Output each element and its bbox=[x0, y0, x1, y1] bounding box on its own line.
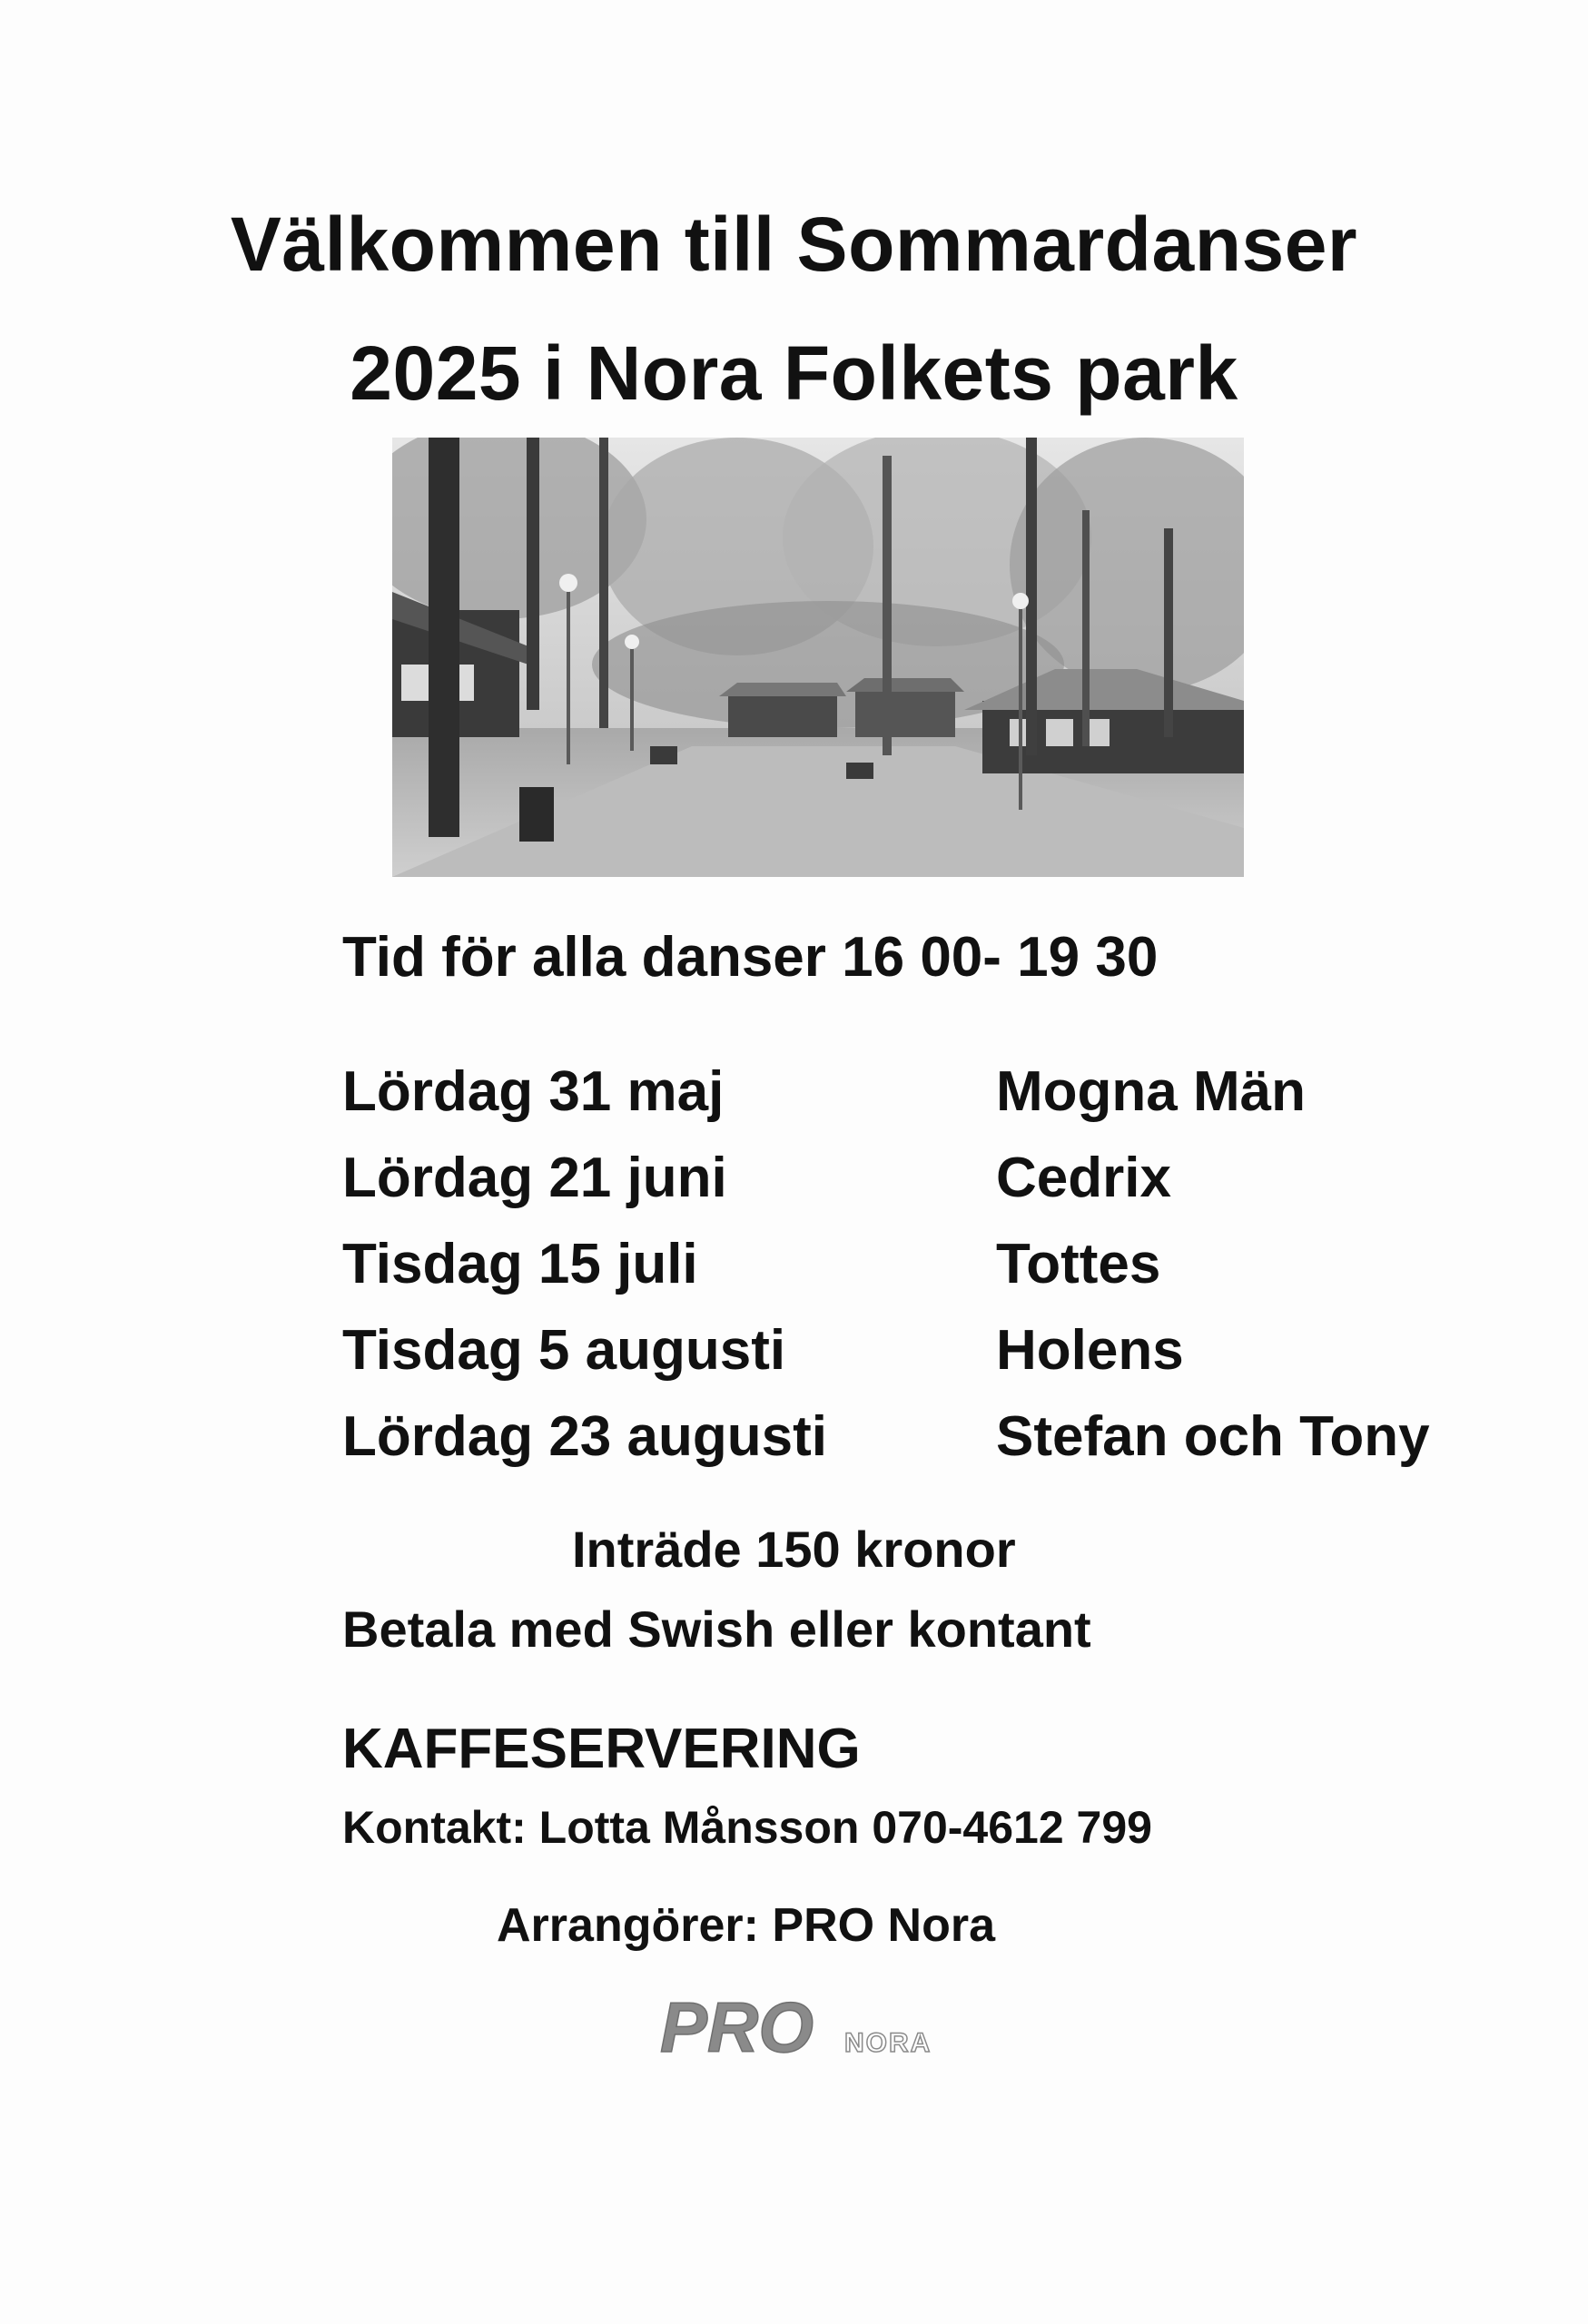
schedule-band: Tottes bbox=[996, 1233, 1161, 1295]
schedule-row bbox=[342, 1221, 1523, 1307]
organizers-text: Arrangörer: PRO Nora bbox=[497, 1899, 995, 1952]
schedule-row bbox=[342, 1049, 1523, 1135]
park-photo bbox=[392, 438, 1244, 877]
schedule-date: Lördag 21 juni bbox=[342, 1147, 727, 1209]
pro-nora-logo-mark bbox=[658, 1990, 985, 2063]
schedule-band: Holens bbox=[996, 1319, 1184, 1382]
payment-info: Betala med Swish eller kontant bbox=[342, 1600, 1091, 1658]
poster-title bbox=[0, 180, 1588, 438]
schedule-row bbox=[342, 1393, 1523, 1480]
schedule-date: Lördag 23 augusti bbox=[342, 1405, 827, 1468]
pro-nora-logo bbox=[658, 1990, 985, 2063]
dance-times: Tid för alla danser 16 00- 19 30 bbox=[342, 926, 1159, 989]
park-photo-illustration bbox=[392, 438, 1244, 877]
entry-price: Inträde 150 kronor bbox=[572, 1521, 1016, 1578]
schedule-band: Mogna Män bbox=[996, 1060, 1306, 1123]
schedule-band: Cedrix bbox=[996, 1147, 1171, 1209]
schedule-date: Lördag 31 maj bbox=[342, 1060, 725, 1123]
dance-schedule bbox=[342, 1049, 1523, 1480]
schedule-date: Tisdag 15 juli bbox=[342, 1233, 698, 1295]
title-line-1: Välkommen till Sommardanser bbox=[230, 202, 1358, 287]
schedule-band: Stefan och Tony bbox=[996, 1405, 1430, 1468]
logo-sub-text: NORA bbox=[844, 2028, 932, 2058]
coffee-heading: KAFFESERVERING bbox=[342, 1718, 861, 1780]
contact-info: Kontakt: Lotta Månsson 070-4612 799 bbox=[342, 1802, 1152, 1853]
schedule-row bbox=[342, 1307, 1523, 1393]
logo-main-text: PRO bbox=[660, 1990, 814, 2063]
schedule-date: Tisdag 5 augusti bbox=[342, 1319, 786, 1382]
schedule-row bbox=[342, 1135, 1523, 1221]
title-line-2: 2025 i Nora Folkets park bbox=[350, 330, 1238, 416]
